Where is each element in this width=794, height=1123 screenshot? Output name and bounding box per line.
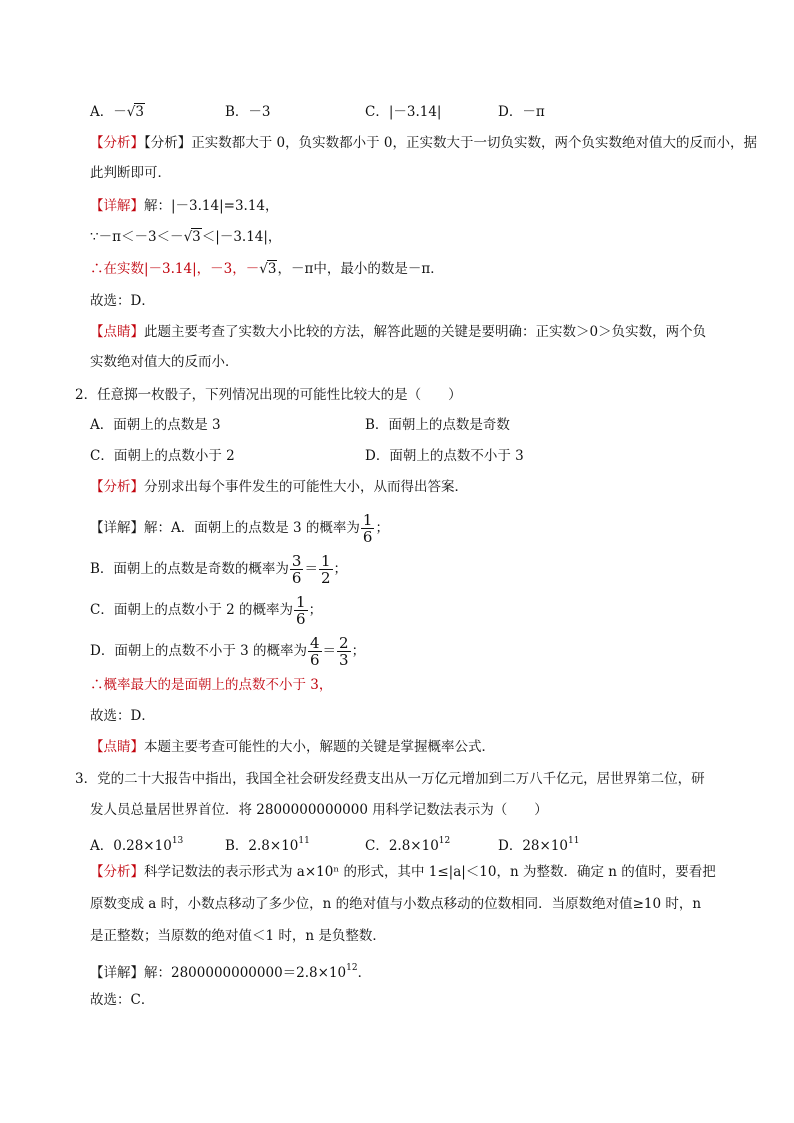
q2-stem: 2．任意掷一枚骰子，下列情况出现的可能性比较大的是（ ） [75,387,462,403]
q2-option-b: B．面朝上的点数是奇数 [365,417,510,433]
q2-option-c: C．面朝上的点数小于 2 [90,448,235,464]
q3-analysis-line-2: 原数变成 a 时，小数点移动了多少位，n 的绝对值与小数点移动的位数相同．当原数绝对值≥10 时，n [90,896,702,912]
q2-option-d: D．面朝上的点数不小于 3 [365,448,524,464]
q1-option-b: B．－3 [225,104,271,120]
q1-detail-line-3: ∴在实数|－3.14|，－3，－√3，－π中，最小的数是－π． [90,261,444,277]
q2-option-a: A．面朝上的点数是 3 [90,417,221,433]
q2-comment: 【点睛】本题主要考查可能性的大小，解题的关键是掌握概率公式． [90,739,495,755]
q2-detail-c: C．面朝上的点数小于 2 的概率为 $\frac{1}{6}$ ； [90,593,323,628]
q1-analysis-line-2: 此判断即可． [90,165,171,181]
q3-analysis-line-1: 【分析】科学记数法的表示形式为 a×10ⁿ 的形式，其中 1≤|a|＜10，n 为整数．确定 n 的值时，要看把 [90,864,716,880]
q3-option-b: B．$2.8\times 10^{11}$ [225,836,310,854]
q1-option-c: C．|－3.14| [365,104,442,120]
q3-analysis-line-3: 是正整数；当原数的绝对值＜1 时，n 是负整数． [90,928,386,944]
q2-detail-b: B．面朝上的点数是奇数的概率为 $\frac{3}{6}$ ＝ $\frac{1}{2}$ ； [90,552,348,587]
q1-answer: 故选：D． [90,293,155,309]
q2-analysis: 【分析】分别求出每个事件发生的可能性大小，从而得出答案． [90,479,468,495]
q1-comment-line-2: 实数绝对值大的反而小． [90,354,239,370]
q1-analysis-line-1: 【分析】【分析】正实数都大于 0，负实数都小于 0，正实数大于一切负实数，两个负实数绝对值大的反而小，据 [90,135,758,151]
q3-option-d: D．$28\times 10^{11}$ [498,836,580,854]
q2-answer: 故选：D． [90,708,155,724]
q2-detail-d: D．面朝上的点数不小于 3 的概率为 $\frac{4}{6}$ ＝ $\frac{2}{3}$ ； [90,634,366,669]
q3-answer: 故选：C． [90,992,155,1008]
q1-option-d: D．－π [498,104,545,120]
q3-stem-line-2: 发人员总量居世界首位．将 2800000000000 用科学记数法表示为（ ） [90,802,548,818]
q3-option-c: C．$2.8\times 10^{12}$ [365,836,451,854]
q1-option-a: A．－√3 [90,104,144,120]
q1-detail-line-1: 【详解】解：|－3.14|=3.14， [90,198,279,214]
q3-stem-line-1: 3．党的二十大报告中指出，我国全社会研发经费支出从一万亿元增加到二万八千亿元，居世界第二位，研 [75,771,705,787]
q1-comment-line-1: 【点睛】此题主要考查了实数大小比较的方法，解答此题的关键是要明确：正实数＞0＞负实数，两个负 [90,324,707,340]
q3-option-a: A．$0.28\times 10^{13}$ [90,836,184,854]
q2-conclusion: ∴概率最大的是面朝上的点数不小于 3， [90,677,333,693]
q2-detail-a: 【详解】解：A．面朝上的点数是 3 的概率为 $\frac{1}{6}$ ； [90,511,389,546]
q3-detail: 【详解】解：$2800000000000=2.8\times 10^{12}$． [90,963,372,981]
q1-detail-line-2: ∵－π＜－3＜－√3＜|－3.14|， [90,229,282,245]
